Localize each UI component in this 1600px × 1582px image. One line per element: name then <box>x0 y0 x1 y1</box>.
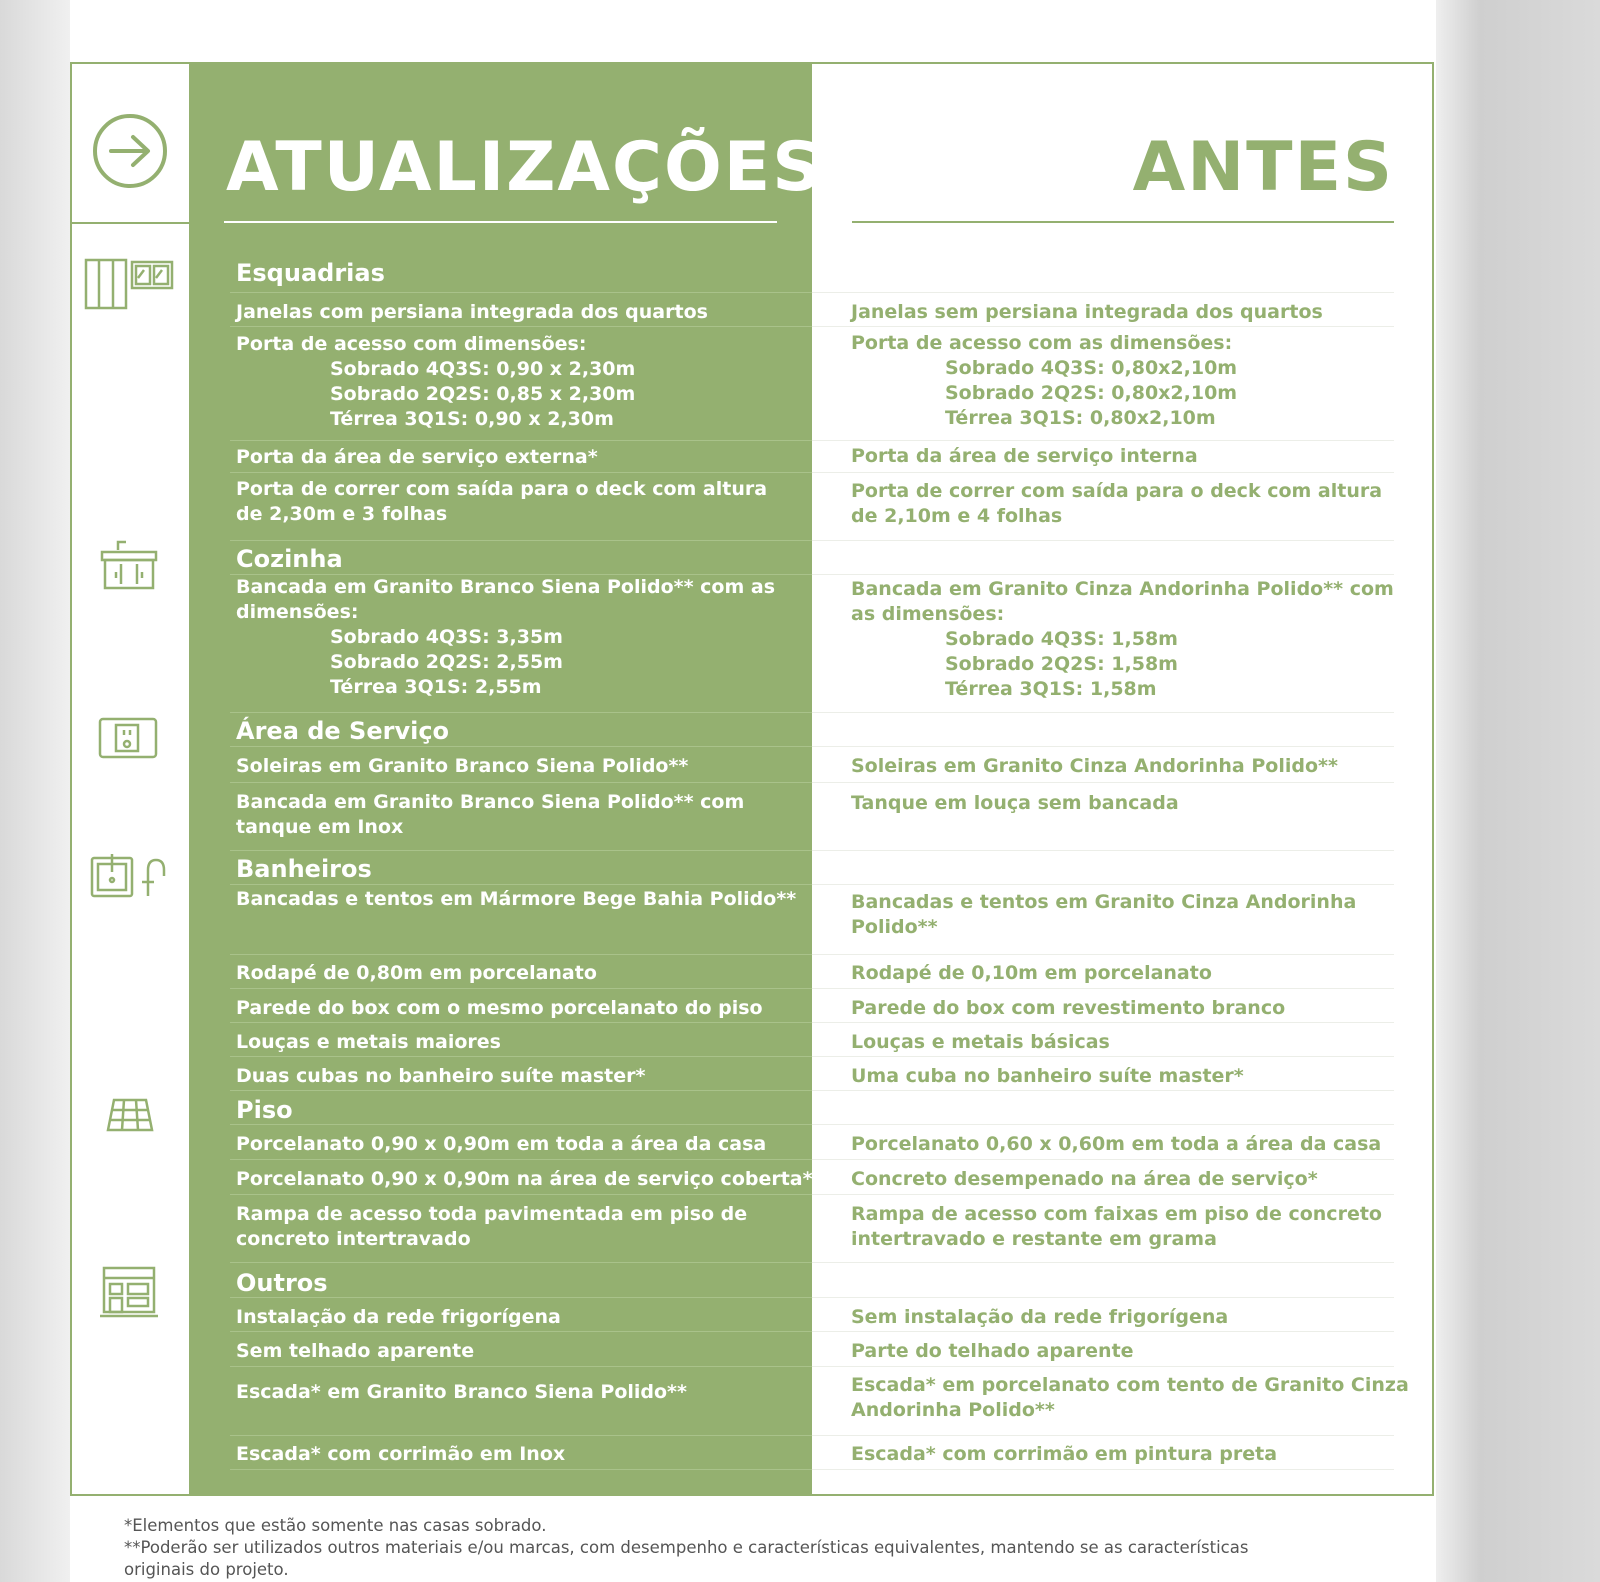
section-title-piso: Piso <box>236 1096 293 1124</box>
row-divider <box>812 954 1394 955</box>
row-divider <box>230 540 812 541</box>
before-item: Soleiras em Granito Cinza Andorinha Polido** <box>851 755 1338 777</box>
update-item: Duas cubas no banheiro suíte master* <box>236 1065 646 1087</box>
update-item: Porta de acesso com dimensões: Sobrado 4Q3S: 0,90 x 2,30m Sobrado 2Q2S: 0,85 x 2,30m Térrea 3Q1S: 0,90 x 2,30m <box>236 333 636 430</box>
update-item: Rampa de acesso toda pavimentada em piso de concreto intertravado <box>236 1203 748 1250</box>
row-divider <box>230 574 812 575</box>
update-item: Porta da área de serviço externa* <box>236 446 598 468</box>
footnote: originais do projeto. <box>124 1560 289 1579</box>
row-divider <box>812 1469 1394 1470</box>
before-item: Parede do box com revestimento branco <box>851 997 1286 1019</box>
building-icon <box>98 1266 160 1320</box>
row-divider <box>812 574 1394 575</box>
update-item: Escada* com corrimão em Inox <box>236 1443 566 1465</box>
before-item: Bancada em Granito Cinza Andorinha Polido** com as dimensões: Sobrado 4Q3S: 1,58m Sobrado 2Q2S: 1,58m Térrea 3Q1S: 1,58m <box>851 578 1394 700</box>
update-item: Janelas com persiana integrada dos quartos <box>236 301 708 323</box>
row-divider <box>812 292 1394 293</box>
update-item: Porcelanato 0,90 x 0,90m na área de serviço coberta* <box>236 1168 813 1190</box>
arrow-right-circle-icon <box>91 112 169 190</box>
update-item: Soleiras em Granito Branco Siena Polido** <box>236 755 689 777</box>
footnotes <box>124 1515 1414 1581</box>
row-divider <box>230 988 812 989</box>
before-item: Janelas sem persiana integrada dos quartos <box>851 301 1323 323</box>
row-divider <box>812 782 1394 783</box>
row-divider <box>812 1090 1394 1091</box>
updates-title-underline <box>224 221 777 223</box>
before-item: Concreto desempenado na área de serviço* <box>851 1168 1318 1190</box>
row-divider <box>230 1435 812 1436</box>
updates-title: ATUALIZAÇÕES <box>226 128 824 207</box>
before-item: Porcelanato 0,60 x 0,60m em toda a área da casa <box>851 1133 1382 1155</box>
bathroom-sink-faucet-icon <box>90 850 168 900</box>
row-divider <box>812 1194 1394 1195</box>
row-divider <box>230 1056 812 1057</box>
section-title-banheiros: Banheiros <box>236 855 372 883</box>
row-divider <box>230 1366 812 1367</box>
row-divider <box>812 988 1394 989</box>
row-divider <box>812 1366 1394 1367</box>
row-divider <box>230 292 812 293</box>
row-divider <box>230 326 812 327</box>
before-title-underline <box>852 221 1394 223</box>
row-divider <box>230 1297 812 1298</box>
row-divider <box>812 1056 1394 1057</box>
before-item: Uma cuba no banheiro suíte master* <box>851 1065 1244 1087</box>
update-item: Instalação da rede frigorígena <box>236 1306 561 1328</box>
update-item: Bancada em Granito Branco Siena Polido** com tanque em Inox <box>236 791 745 838</box>
row-divider <box>230 954 812 955</box>
row-divider <box>230 850 812 851</box>
row-divider <box>812 884 1394 885</box>
laundry-tank-icon <box>98 717 158 759</box>
row-divider <box>230 1331 812 1332</box>
row-divider <box>812 1124 1394 1125</box>
before-item: Tanque em louça sem bancada <box>851 792 1179 814</box>
footnote: *Elementos que estão somente nas casas sobrado. <box>124 1516 547 1535</box>
section-title-cozinha: Cozinha <box>236 545 343 573</box>
before-item: Bancadas e tentos em Granito Cinza Andorinha Polido** <box>851 891 1357 938</box>
update-item: Louças e metais maiores <box>236 1031 501 1053</box>
before-item: Rampa de acesso com faixas em piso de concreto intertravado e restante em grama <box>851 1203 1382 1250</box>
update-item: Parede do box com o mesmo porcelanato do piso <box>236 997 763 1019</box>
row-divider <box>812 1331 1394 1332</box>
row-divider <box>812 1297 1394 1298</box>
before-item: Parte do telhado aparente <box>851 1340 1134 1362</box>
row-divider <box>230 782 812 783</box>
before-item: Escada* com corrimão em pintura preta <box>851 1443 1278 1465</box>
row-divider <box>812 1262 1394 1263</box>
row-divider <box>230 712 812 713</box>
floor-tiles-icon <box>106 1098 154 1132</box>
row-divider <box>230 1194 812 1195</box>
row-divider <box>230 1262 812 1263</box>
row-divider <box>230 1022 812 1023</box>
row-divider <box>812 746 1394 747</box>
kitchen-sink-icon <box>100 538 158 592</box>
footnote: **Poderão ser utilizados outros materiais e/ou marcas, com desempenho e características equivalentes, mantendo se as características <box>124 1538 1249 1557</box>
row-divider <box>230 1469 812 1470</box>
update-item: Rodapé de 0,80m em porcelanato <box>236 962 597 984</box>
row-divider <box>230 1090 812 1091</box>
row-divider <box>230 1159 812 1160</box>
update-item: Bancadas e tentos em Mármore Bege Bahia Polido** <box>236 888 797 910</box>
update-item: Escada* em Granito Branco Siena Polido** <box>236 1381 687 1403</box>
row-divider <box>230 884 812 885</box>
update-item: Porcelanato 0,90 x 0,90m em toda a área da casa <box>236 1133 767 1155</box>
before-item: Porta de acesso com as dimensões: Sobrado 4Q3S: 0,80x2,10m Sobrado 2Q2S: 0,80x2,10m Térrea 3Q1S: 0,80x2,10m <box>851 332 1238 429</box>
before-item: Porta da área de serviço interna <box>851 445 1198 467</box>
row-divider <box>230 440 812 441</box>
row-divider <box>812 1435 1394 1436</box>
row-divider <box>812 1022 1394 1023</box>
window-door-icon <box>84 258 176 310</box>
update-item: Bancada em Granito Branco Siena Polido** com as dimensões: Sobrado 4Q3S: 3,35m Sobrado 2Q2S: 2,55m Térrea 3Q1S: 2,55m <box>236 576 776 698</box>
row-divider <box>812 712 1394 713</box>
row-divider <box>812 540 1394 541</box>
row-divider <box>812 326 1394 327</box>
before-item: Escada* em porcelanato com tento de Granito Cinza Andorinha Polido** <box>851 1374 1409 1421</box>
before-item: Rodapé de 0,10m em porcelanato <box>851 962 1212 984</box>
row-divider <box>812 440 1394 441</box>
before-title: ANTES <box>1132 128 1394 207</box>
row-divider <box>812 850 1394 851</box>
row-divider <box>230 1124 812 1125</box>
section-title-area-de-servico: Área de Serviço <box>236 717 450 745</box>
update-item: Sem telhado aparente <box>236 1340 475 1362</box>
row-divider <box>812 1159 1394 1160</box>
row-divider <box>812 472 1394 473</box>
before-item: Porta de correr com saída para o deck com altura de 2,10m e 4 folhas <box>851 480 1383 527</box>
section-title-esquadrias: Esquadrias <box>236 259 385 287</box>
before-item: Louças e metais básicas <box>851 1031 1110 1053</box>
section-title-outros: Outros <box>236 1269 328 1297</box>
row-divider <box>230 472 812 473</box>
before-item: Sem instalação da rede frigorígena <box>851 1306 1229 1328</box>
update-item: Porta de correr com saída para o deck com altura de 2,30m e 3 folhas <box>236 478 768 525</box>
row-divider <box>230 746 812 747</box>
